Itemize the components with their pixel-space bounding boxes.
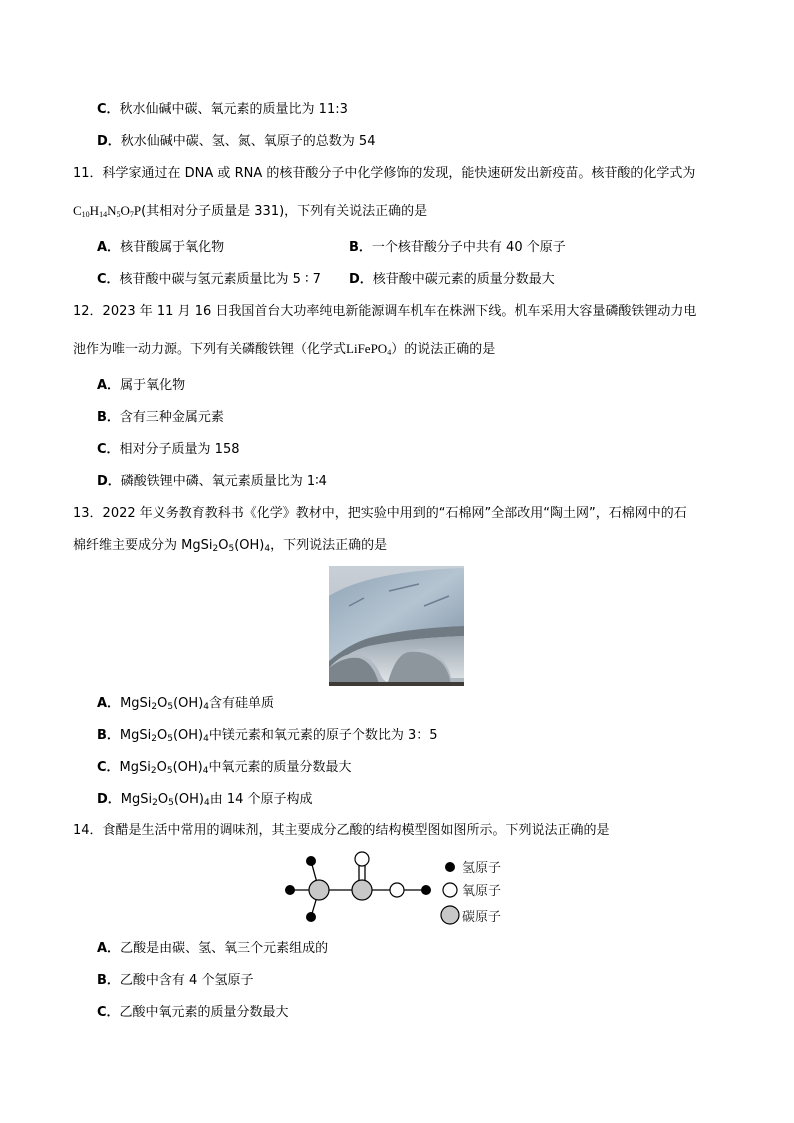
oxygen-atom <box>355 852 369 866</box>
q11-option-a <box>97 239 224 257</box>
legend-carbon-label: 碳原子 <box>462 910 502 925</box>
q10-option-c <box>97 101 348 119</box>
legend-hydrogen-label: 氢原子 <box>462 861 502 876</box>
q14-option-c <box>97 1004 289 1022</box>
q13-stem-line2: 棉纤维主要成分为 $MgSi_2O_5(OH)_4$，下列说法正确的是 <box>73 538 388 554</box>
option-label: D． <box>97 134 121 149</box>
option-label: D． <box>349 272 373 287</box>
option-label: B． <box>97 728 120 743</box>
option-label: C． <box>97 1005 120 1020</box>
q10-option-d <box>97 133 375 151</box>
option-label: C． <box>97 272 120 287</box>
option-label: C． <box>97 102 120 117</box>
option-label: A． <box>97 696 121 711</box>
option-label: D． <box>97 474 121 489</box>
option-text: 一个核苷酸分子中共有 40 个原子 <box>371 240 566 255</box>
q12-stem-line2: 池作为唯一动力源。下列有关磷酸铁锂（化学式LiFePO$_4$）的说法正确的是 <box>73 341 496 357</box>
option-text: 乙酸是由碳、氢、氧三个元素组成的 <box>120 941 329 956</box>
option-text: 由 14 个原子构成 <box>209 792 313 807</box>
q13-option-c <box>97 759 352 780</box>
option-label: B． <box>349 240 372 255</box>
lifepo4-formula: LiFePO$_4$ <box>346 341 392 357</box>
q11-option-b <box>349 239 566 257</box>
option-text: 含有三种金属元素 <box>119 410 224 425</box>
q12-option-a <box>97 377 185 395</box>
q12-stem-line1: 12．2023 年 11 月 16 日我国首台大功率纯电新能源调车机车在株洲下线。机车采用大容量磷酸铁锂动力电 <box>73 304 697 319</box>
option-text: 含有硅单质 <box>209 696 275 711</box>
q11-stem-line1: 11．科学家通过在 DNA 或 RNA 的核苷酸分子中化学修饰的发现，能快速研发出新疫苗。核苷酸的化学式为 <box>73 166 696 181</box>
q11-stem-text: (其相对分子质量是 331)，下列有关说法正确的是 <box>141 204 428 219</box>
q11-stem-line2 <box>73 202 427 224</box>
nucleotide-formula: $C_{10}H_{14}N_5O_7P$ <box>73 203 142 219</box>
q14-option-a <box>97 940 328 958</box>
option-text: 相对分子质量为 158 <box>119 442 240 457</box>
q12-option-b <box>97 409 224 427</box>
legend-oxygen-label: 氧原子 <box>462 884 502 899</box>
option-label: C． <box>97 760 120 775</box>
q12-option-d <box>97 473 327 491</box>
acetic-acid-model <box>278 849 518 925</box>
carbon-atom <box>352 880 372 900</box>
mgsi-formula: $MgSi_2O_5(OH)_4$ <box>119 760 209 776</box>
q14-stem: 14．食醋是生活中常用的调味剂，其主要成分乙酸的结构模型图如图所示。下列说法正确的是 <box>73 823 610 838</box>
option-label: A． <box>97 378 121 393</box>
q11-option-c <box>97 271 321 289</box>
q12-option-c <box>97 441 240 459</box>
option-text: 秋水仙碱中碳、氢、氮、氧原子的总数为 54 <box>120 134 376 149</box>
option-text: 乙酸中含有 4 个氢原子 <box>119 973 254 988</box>
option-text: 秋水仙碱中碳、氧元素的质量比为 11:3 <box>119 102 348 117</box>
option-label: D． <box>97 792 121 807</box>
hydrogen-atom <box>306 856 316 866</box>
q14-option-b <box>97 972 253 990</box>
q13-option-d <box>97 791 313 812</box>
option-text: 核苷酸属于氧化物 <box>120 240 225 255</box>
legend-hydrogen-icon <box>445 862 455 872</box>
hydrogen-atom <box>421 885 431 895</box>
option-label: A． <box>97 941 121 956</box>
option-text: 中镁元素和氧元素的原子个数比为 3：5 <box>208 728 438 743</box>
hydrogen-atom <box>285 885 295 895</box>
q11-option-d <box>349 271 555 289</box>
q13-stem-line1: 13．2022 年义务教育教科书《化学》教材中，把实验中用到的“石棉网”全部改用“陶土网”，石棉网中的石 <box>73 506 687 521</box>
option-label: B． <box>97 973 120 988</box>
option-text: 中氧元素的质量分数最大 <box>208 760 352 775</box>
oxygen-atom <box>390 883 404 897</box>
hydrogen-atom <box>306 912 316 922</box>
option-label: C． <box>97 442 120 457</box>
asbestos-roof-photo <box>329 566 464 686</box>
option-text: 核苷酸中碳与氢元素质量比为 5 ∶ 7 <box>119 272 321 287</box>
q13-option-a <box>97 695 274 716</box>
option-label: A． <box>97 240 121 255</box>
option-label: B． <box>97 410 120 425</box>
mgsi-formula: $MgSi_2O_5(OH)_4$ <box>119 728 209 744</box>
option-text: 磷酸铁锂中磷、氧元素质量比为 1∶4 <box>120 474 327 489</box>
mgsi-formula: $MgSi_2O_5(OH)_4$ <box>120 696 209 712</box>
option-text: 属于氧化物 <box>120 378 186 393</box>
q13-option-b <box>97 727 438 748</box>
mgsi-formula: $MgSi_2O_5(OH)_4$ <box>120 792 210 808</box>
legend-oxygen-icon <box>443 883 457 897</box>
legend-carbon-icon <box>441 906 459 924</box>
mgsi-formula: $MgSi_2O_5(OH)_4$ <box>181 538 271 554</box>
option-text: 核苷酸中碳元素的质量分数最大 <box>372 272 555 287</box>
carbon-atom <box>309 880 329 900</box>
option-text: 乙酸中氧元素的质量分数最大 <box>119 1005 289 1020</box>
